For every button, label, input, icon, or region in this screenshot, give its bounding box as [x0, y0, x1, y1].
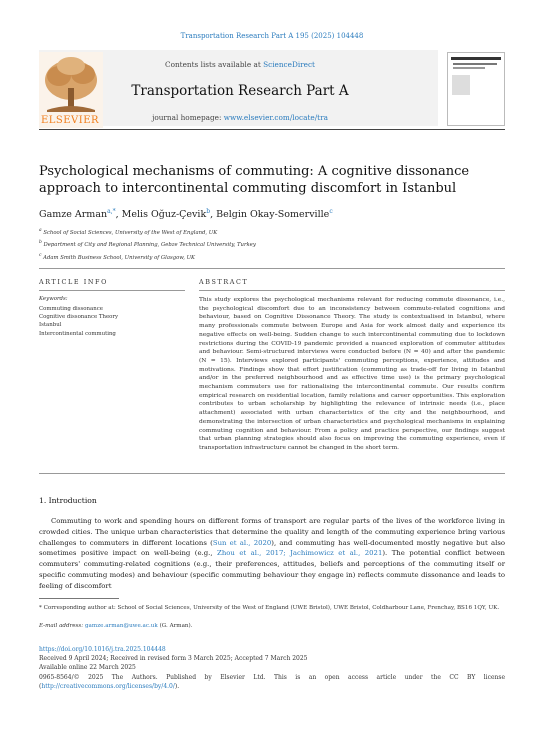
- available-online-date: Available online 22 March 2025: [39, 664, 136, 671]
- author-affiliation-mark[interactable]: a,*: [107, 208, 116, 215]
- author-name[interactable]: Gamze Arman: [39, 209, 108, 221]
- author-affiliation-mark[interactable]: b: [206, 208, 211, 215]
- contents-prefix: Contents lists available at: [165, 60, 264, 69]
- article-info-divider: [39, 290, 185, 291]
- footnote-divider: [39, 598, 119, 599]
- journal-homepage-link[interactable]: www.elsevier.com/locate/tra: [223, 113, 328, 122]
- cover-text-line: [453, 63, 497, 65]
- keyword-item: Cognitive dissonance Theory: [39, 314, 119, 321]
- paragraph-text: ), and commuting has well-documented mostly negative but also sometimes positive impact on well-being (e.g.,: [39, 538, 505, 558]
- affiliation-text: Adam Smith Business School, University of Glasgow, UK: [43, 254, 195, 261]
- affiliation-text: School of Social Sciences, University of the West of England, UK: [43, 229, 218, 236]
- license-link[interactable]: http://creativecommons.org/licenses/by/4.0/: [41, 683, 175, 690]
- keyword-item: Intercontinental commuting: [39, 330, 116, 337]
- keywords-label: Keywords:: [39, 296, 68, 302]
- author-affiliation-mark[interactable]: c: [329, 208, 333, 215]
- abstract-divider: [199, 290, 505, 291]
- email-link[interactable]: gamze.arman@uwe.ac.uk: [84, 623, 158, 629]
- abstract-heading: ABSTRACT: [199, 278, 249, 286]
- corresponding-author-footnote: * Corresponding author at: School of Social Sciences, University of the West of England (UWE Bristol), UWE Bristol, Coldharbour Lane, Frenchay, BS16 1QY, UK.: [39, 605, 500, 611]
- introduction-paragraph: [39, 516, 505, 592]
- author-list: [39, 208, 505, 220]
- citation-link[interactable]: Zhou et al., 2017; Jachimowicz et al., 2021: [217, 549, 383, 558]
- affiliation-item: [39, 238, 505, 250]
- keyword-item: Istanbul: [39, 322, 62, 329]
- cover-graphic: [452, 75, 470, 95]
- affiliation-item: [39, 226, 505, 238]
- author-separator: ,: [115, 209, 122, 221]
- section-heading-introduction: 1. Introduction: [39, 496, 97, 505]
- paragraph-text: Commuting to work and spending hours on different forms of transport are regular parts of the lives of the workforce living in crowded cities. The unique urban characteristics that determine the quality and length of the commuting experience bring various challenges to commuters in different locations (: [39, 517, 505, 547]
- sciencedirect-link[interactable]: ScienceDirect: [263, 60, 315, 69]
- keyword-list: [39, 305, 185, 338]
- journal-homepage-line: [110, 113, 370, 122]
- journal-title: Transportation Research Part A: [131, 83, 349, 99]
- license-statement: [39, 673, 505, 691]
- affiliation-mark: c: [39, 252, 42, 258]
- cover-text-line: [453, 67, 485, 69]
- paragraph-text: ). The potential conflict between commuters' commuting-related cognitions (e.g., their preferences, attitudes, beliefs and perceptions of the commuting itself or specific commuting modes) and behaviour (specific commuting behaviour they engage in) reflects commute dissonance and leads to feeling of discomfort: [39, 549, 505, 590]
- license-text: 0965-8564/© 2025 The Authors. Published by Elsevier Ltd. This is an open access article under the CC BY license (: [39, 674, 505, 690]
- affiliation-mark: b: [39, 240, 42, 246]
- author-separator: ,: [210, 209, 217, 221]
- abstract-text: This study explores the psychological mechanisms relevant for reducing commute dissonance, i.e., the psychological discomfort due to an inconsistency between commute-related cognitions and behaviour, based on Cognitive Dissonance Theory. The study is contextualised in Istanbul, where many professionals commute between Europe and Asia for work almost daily and experience its negative effects on well-being. Sudden change to such intercontinental commuting due to lockdown restrictions during the COVID-19 pandemic provided a nuanced exploration of commuter attitudes and behaviour. Semi-structured interviews were conducted before (N = 40) and after the pandemic (N = 15). Interviews explored participants' commuting perceptions, experience, attitudes and motivations. Findings show that effort justification (commuting as trade-off for living in Istanbul and/or in the preferred neighbourhood and as effective time use) is the primary psychological mechanism commuters use for rationalising the intercontinental commute. Our results confirm empirical research on residential location, family relations and career opportunities. This exploration contributes to urban scholarship by highlighting the relevance of intrinsic needs (i.e., place attachment) associated with urban characteristics of the city and the neighbourhood, and demonstrating the intersection of urban characteristics and psychological mechanisms in explaining commuting cognition and behaviour. From a policy and practice perspective, our findings suggest that urban planning strategies should also focus on improving the commuting experience, even if transportation infrastructure cannot be changed in the short term.: [199, 297, 505, 451]
- cover-title-strip: [451, 57, 501, 60]
- received-dates: Received 9 April 2024; Received in revised form 3 March 2025; Accepted 7 March 2025: [39, 655, 308, 662]
- author-name[interactable]: Belgin Okay-Somerville: [216, 209, 330, 221]
- email-label: E-mail address:: [39, 623, 85, 629]
- affiliation-item: [39, 251, 505, 263]
- affiliation-divider: [39, 268, 505, 269]
- homepage-prefix: journal homepage:: [152, 113, 224, 122]
- email-suffix: (G. Arman).: [157, 623, 193, 629]
- citation-link[interactable]: Sun et al., 2020: [212, 538, 272, 547]
- affiliation-text: Department of City and Regional Planning, Gebze Technical University, Turkey: [43, 242, 256, 249]
- header-divider: [39, 129, 505, 130]
- license-text: ).: [174, 683, 180, 690]
- article-title: Psychological mechanisms of commuting: A cognitive dissonance approach to intercontinental commuting discomfort in Istanbul: [39, 164, 470, 196]
- keyword-item: Commuting dissonance: [39, 306, 103, 312]
- email-footnote: [39, 623, 193, 629]
- journal-cover-thumbnail[interactable]: [447, 52, 505, 126]
- contents-line: [110, 60, 370, 69]
- elsevier-wordmark: ELSEVIER: [40, 115, 100, 126]
- affiliation-mark: a: [39, 228, 42, 233]
- affiliation-list: [39, 226, 505, 263]
- journal-reference[interactable]: Transportation Research Part A 195 (2025) 104448: [180, 32, 364, 40]
- abstract-bottom-divider: [39, 473, 505, 474]
- article-info-heading: ARTICLE INFO: [39, 278, 108, 286]
- doi-link[interactable]: https://doi.org/10.1016/j.tra.2025.104448: [39, 646, 166, 653]
- author-name[interactable]: Melis Oğuz-Çevik: [121, 209, 207, 221]
